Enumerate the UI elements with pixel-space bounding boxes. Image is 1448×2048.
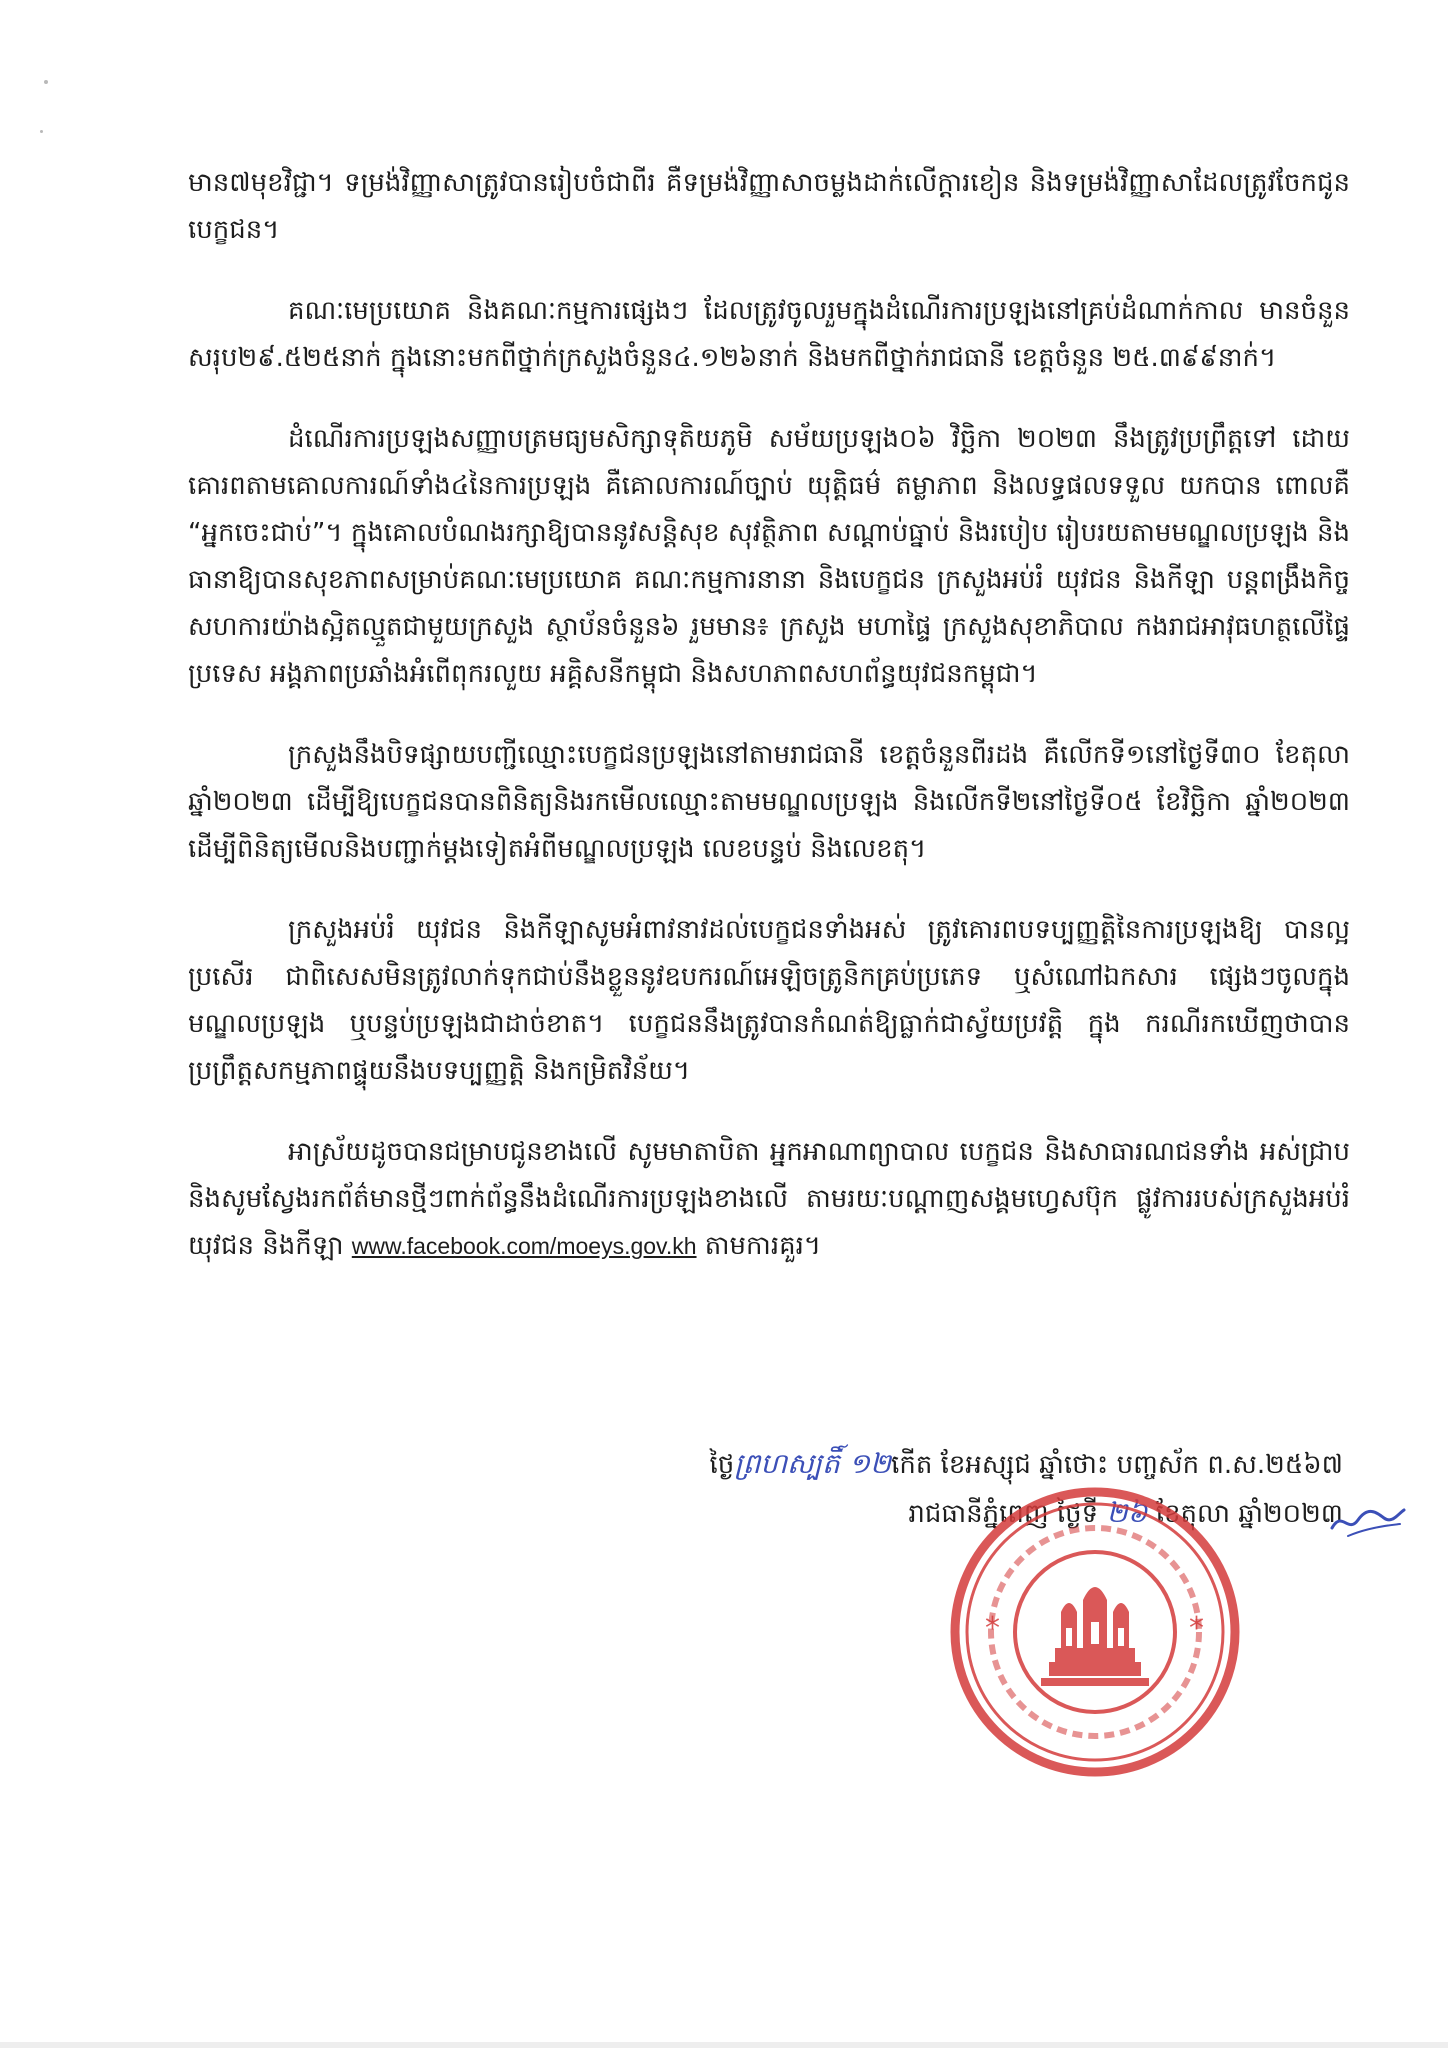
handwritten-solar-day: ២៦ xyxy=(1106,1496,1148,1529)
announcement-end: តាមការគួរ។ xyxy=(704,1231,821,1261)
svg-text:*: * xyxy=(1189,1611,1204,1646)
paragraph-staff-count: គណៈមេប្រយោគ និងគណៈកម្មការផ្សេងៗ ដែលត្រូវចូលរួមក្នុងដំណើរការប្រឡងនៅគ្រប់ដំណាក់កាល មានចំនួនសរុប២៩.៥២៥នាក់ ក្នុងនោះមកពីថ្នាក់ក្រសួងចំនួន៤.១២៦នាក់ និងមកពីថ្នាក់រាជធានី ខេត្តចំនួន ២៥.៣៩៩នាក់។ xyxy=(188,296,1350,373)
announcement-text: អាស្រ័យដូចបានជម្រាបជូនខាងលើ សូមមាតាបិតា អ្នកអាណាព្យាបាល បេក្ខជន និងសាធារណជនទាំង អស់ជ្រាប និងសូមស្វែងរកព័ត៌មានថ្មីៗពាក់ព័ន្ធនឹងដំណើរការប្រឡងខាងលើ តាមរយៈបណ្តាញសង្គមហ្វេសប៊ុក ផ្លូវការរបស់ក្រសួងអប់រំ យុវជន និងកីឡា xyxy=(188,1137,1350,1261)
scan-speck xyxy=(44,80,48,84)
paragraph-announcement xyxy=(188,1129,1350,1270)
scan-speck xyxy=(40,130,43,133)
paragraph-subjects: មាន៧មុខវិជ្ជា។ ទម្រង់វិញ្ញាសាត្រូវបានរៀបចំជាពីរ គឺទម្រង់វិញ្ញាសាចម្លងដាក់លើក្តារខៀន និងទម្រង់វិញ្ញាសាដែលត្រូវចែកជូនបេក្ខជន។ xyxy=(188,168,1350,245)
page-bottom-edge xyxy=(0,2042,1448,2048)
lunar-date-suffix: កើត ខែអស្សុជ ឆ្នាំថោះ បញ្ចស័ក ព.ស.២៥៦៧ xyxy=(891,1450,1343,1480)
paragraph-regulations: ក្រសួងអប់រំ យុវជន និងកីឡាសូមអំពាវនាវដល់បេក្ខជនទាំងអស់ ត្រូវគោរពបទប្បញ្ញត្តិនៃការប្រឡងឱ្យ បានល្អប្រសើរ ជាពិសេសមិនត្រូវលាក់ទុកជាប់នឹងខ្លួននូវឧបករណ៍អេឡិចត្រូនិកគ្រប់ប្រភេទ ឬសំណៅឯកសារ ផ្សេងៗចូលក្នុងមណ្ឌលប្រឡង ឬបន្ទប់ប្រឡងជាដាច់ខាត។ បេក្ខជននឹងត្រូវបានកំណត់ឱ្យធ្លាក់ជាស្វ័យប្រវត្តិ ក្នុង ករណីរកឃើញថាបានប្រព្រឹត្តសកម្មភាពផ្ទុយនឹងបទប្បញ្ញត្តិ និងកម្រិតវិន័យ។ xyxy=(188,915,1350,1086)
paragraph-candidate-list: ក្រសួងនឹងបិទផ្សាយបញ្ជីឈ្មោះបេក្ខជនប្រឡងនៅតាមរាជធានី ខេត្តចំនួនពីរដង គឺលើកទី១នៅថ្ងៃទី៣០ ខែតុលា ឆ្នាំ២០២៣ ដើម្បីឱ្យបេក្ខជនបានពិនិត្យនិងរកមើលឈ្មោះតាមមណ្ឌលប្រឡង និងលើកទី២នៅថ្ងៃទី០៥ ខែវិច្ឆិកា ឆ្នាំ២០២៣ ដើម្បីពិនិត្យមើលនិងបញ្ជាក់ម្តងទៀតអំពីមណ្ឌលប្រឡង លេខបន្ទប់ និងលេខតុ។ xyxy=(188,740,1350,864)
facebook-link[interactable]: www.facebook.com/moeys.gov.kh xyxy=(351,1233,697,1259)
body-text xyxy=(188,160,1350,1304)
official-seal xyxy=(945,1482,1245,1782)
solar-date-suffix: ខែតុលា ឆ្នាំ២០២៣ xyxy=(1155,1499,1343,1529)
handwritten-lunar-day: ព្រហស្បតិ៍ ១២ xyxy=(734,1447,892,1480)
signature-mark xyxy=(1328,1500,1408,1540)
svg-text:*: * xyxy=(985,1611,1000,1646)
lunar-date-prefix: ថ្ងៃ xyxy=(709,1450,735,1480)
solar-date-prefix: រាជធានីភ្នំពេញ ថ្ងៃទី xyxy=(908,1499,1099,1529)
paragraph-exam-principles: ដំណើរការប្រឡងសញ្ញាបត្រមធ្យមសិក្សាទុតិយភូមិ សម័យប្រឡង០៦ វិច្ឆិកា ២០២៣ នឹងត្រូវប្រព្រឹត្តទៅ ដោយគោរពតាមគោលការណ៍ទាំង៤នៃការប្រឡង គឺគោលការណ៍ច្បាប់ យុត្តិធម៌ តម្លាភាព និងលទ្ធផលទទួល យកបាន ពោលគឺ “អ្នកចេះជាប់”។ ក្នុងគោលបំណងរក្សាឱ្យបាននូវសន្តិសុខ សុវត្ថិភាព សណ្តាប់ធ្នាប់ និងរបៀប រៀបរយតាមមណ្ឌលប្រឡង និងធានាឱ្យបានសុខភាពសម្រាប់គណៈមេប្រយោគ គណៈកម្មការនានា និងបេក្ខជន ក្រសួងអប់រំ យុវជន និងកីឡា បន្តពង្រឹងកិច្ចសហការយ៉ាងស្អិតល្មួតជាមួយក្រសួង ស្ថាប័នចំនួន៦ រួមមាន៖ ក្រសួង មហាផ្ទៃ ក្រសួងសុខាភិបាល កងរាជអាវុធហត្ថលើផ្ទៃប្រទេស អង្គភាពប្រឆាំងអំពើពុករលួយ អគ្គិសនីកម្ពុជា និងសហភាពសហព័ន្ធយុវជនកម្ពុជា។ xyxy=(188,424,1350,689)
